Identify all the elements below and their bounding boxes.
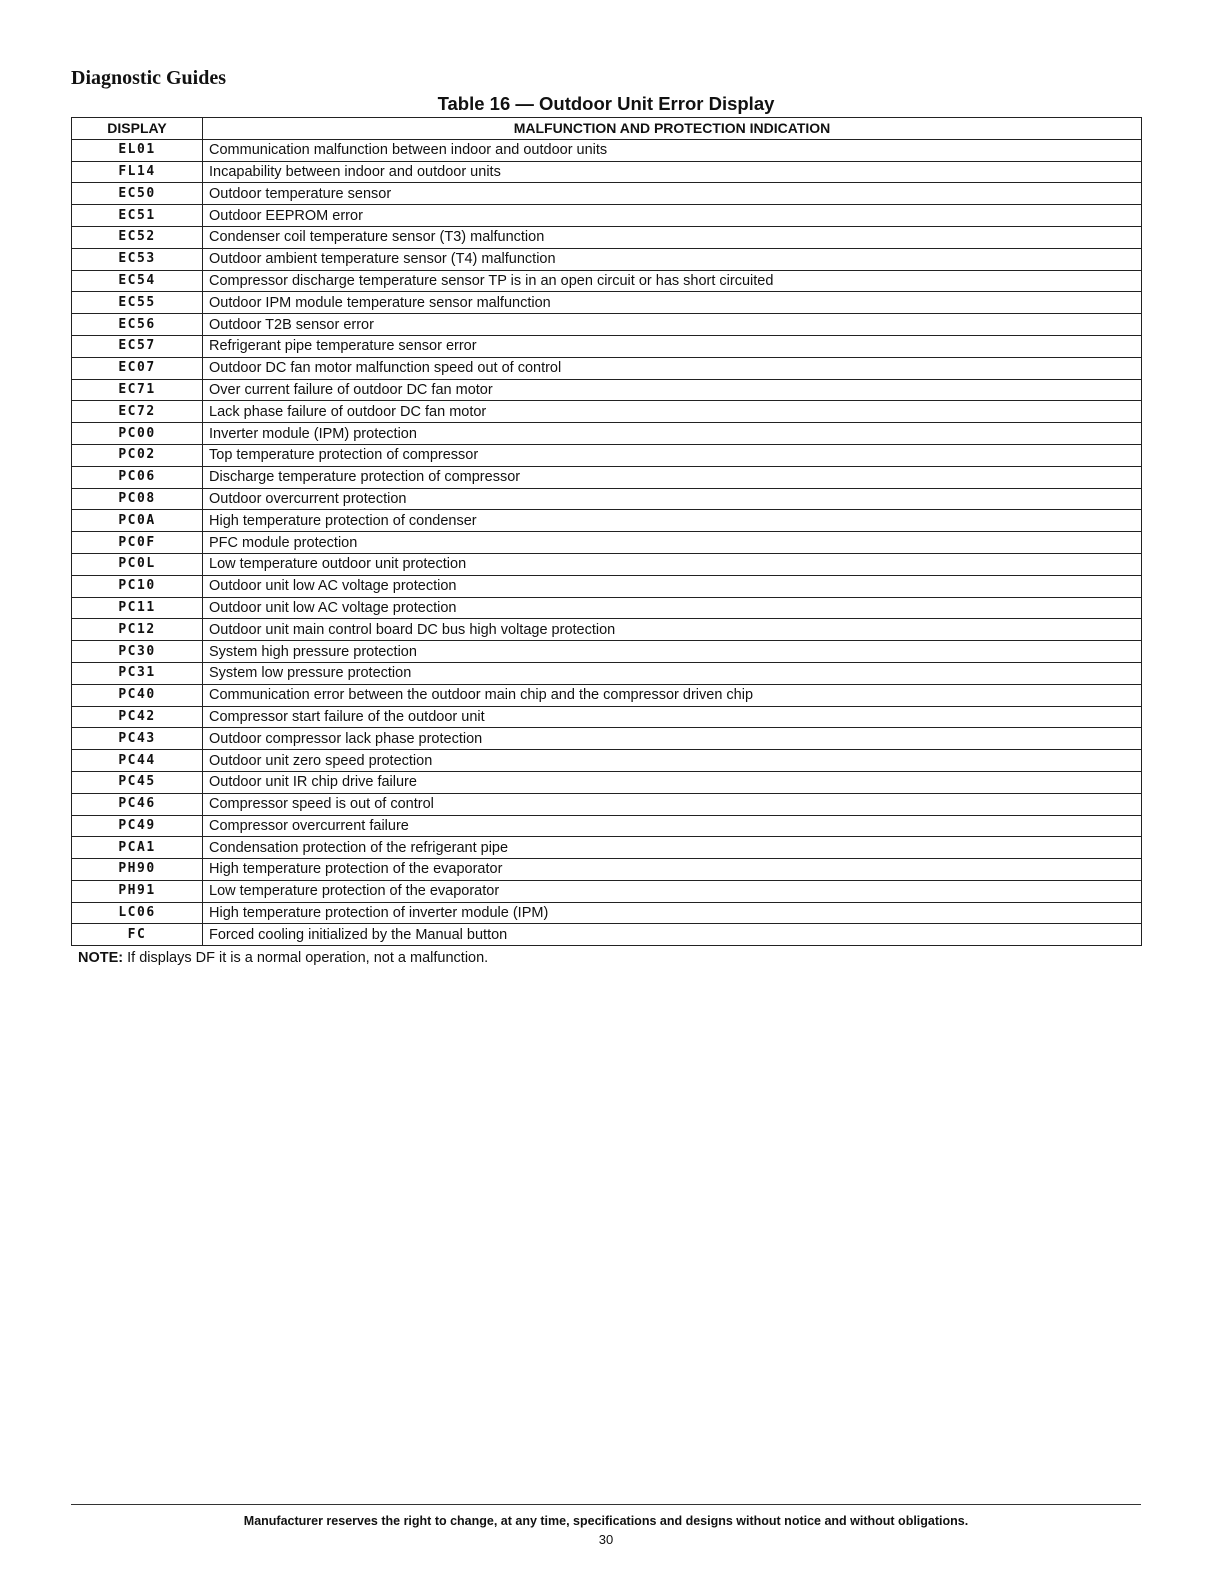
error-code: PC0L: [72, 553, 203, 575]
table-row: [72, 335, 1142, 357]
error-code: PC30: [72, 641, 203, 663]
error-description: Outdoor unit low AC voltage protection: [203, 575, 1142, 597]
error-description: Condensation protection of the refrigerant pipe: [203, 837, 1142, 859]
table-row: [72, 880, 1142, 902]
footer-disclaimer: Manufacturer reserves the right to change, at any time, specifications and designs without notice and without obligations.: [243, 1514, 969, 1528]
table-note: [78, 948, 488, 968]
error-description: Outdoor overcurrent protection: [203, 488, 1142, 510]
table-row: [72, 270, 1142, 292]
error-description: Outdoor unit IR chip drive failure: [203, 771, 1142, 793]
error-description: Outdoor unit main control board DC bus high voltage protection: [203, 619, 1142, 641]
error-description: High temperature protection of condenser: [203, 510, 1142, 532]
error-display-table: [71, 117, 1142, 946]
error-description: Compressor discharge temperature sensor TP is in an open circuit or has short circuited: [203, 270, 1142, 292]
error-description: High temperature protection of inverter module (IPM): [203, 902, 1142, 924]
error-description: System high pressure protection: [203, 641, 1142, 663]
error-code: PC43: [72, 728, 203, 750]
error-code: PC08: [72, 488, 203, 510]
table-row: [72, 379, 1142, 401]
table-row: [72, 466, 1142, 488]
table-row: [72, 248, 1142, 270]
error-description: Outdoor compressor lack phase protection: [203, 728, 1142, 750]
error-description: Outdoor temperature sensor: [203, 183, 1142, 205]
error-code: PC0F: [72, 532, 203, 554]
error-description: Outdoor unit zero speed protection: [203, 750, 1142, 772]
page-number: 30: [598, 1532, 614, 1547]
table-title: Table 16 — Outdoor Unit Error Display: [437, 93, 775, 114]
error-code: EC71: [72, 379, 203, 401]
error-code: EC55: [72, 292, 203, 314]
error-code: EL01: [72, 139, 203, 161]
table-row: [72, 139, 1142, 161]
error-code: EC07: [72, 357, 203, 379]
table-row: [72, 423, 1142, 445]
table-row: [72, 684, 1142, 706]
error-code: EC52: [72, 226, 203, 248]
table-row: [72, 292, 1142, 314]
table-row: [72, 771, 1142, 793]
error-code: PC46: [72, 793, 203, 815]
error-description: Discharge temperature protection of compressor: [203, 466, 1142, 488]
header-indication: MALFUNCTION AND PROTECTION INDICATION: [203, 118, 1142, 140]
error-description: High temperature protection of the evaporator: [203, 859, 1142, 881]
error-code: PCA1: [72, 837, 203, 859]
note-text: If displays DF it is a normal operation, not a malfunction.: [123, 950, 489, 966]
table-row: [72, 902, 1142, 924]
table-row: [72, 837, 1142, 859]
error-code: PC02: [72, 444, 203, 466]
table-row: [72, 226, 1142, 248]
table-row: [72, 793, 1142, 815]
error-code: EC54: [72, 270, 203, 292]
error-code: PC12: [72, 619, 203, 641]
error-description: Top temperature protection of compressor: [203, 444, 1142, 466]
table-row: [72, 314, 1142, 336]
error-code: EC51: [72, 205, 203, 227]
error-description: Outdoor EEPROM error: [203, 205, 1142, 227]
error-code: PC45: [72, 771, 203, 793]
error-description: Outdoor T2B sensor error: [203, 314, 1142, 336]
table-row: [72, 183, 1142, 205]
table-row: [72, 619, 1142, 641]
table-row: [72, 575, 1142, 597]
error-description: Refrigerant pipe temperature sensor error: [203, 335, 1142, 357]
error-description: Lack phase failure of outdoor DC fan motor: [203, 401, 1142, 423]
error-code: PH91: [72, 880, 203, 902]
error-description: Incapability between indoor and outdoor units: [203, 161, 1142, 183]
table-body: [72, 139, 1142, 945]
table-row: [72, 728, 1142, 750]
table-row: [72, 924, 1142, 946]
section-heading: Diagnostic Guides: [71, 67, 227, 89]
error-description: Forced cooling initialized by the Manual button: [203, 924, 1142, 946]
error-code: EC57: [72, 335, 203, 357]
error-code: PC44: [72, 750, 203, 772]
error-code: EC53: [72, 248, 203, 270]
error-description: PFC module protection: [203, 532, 1142, 554]
note-label: NOTE:: [78, 950, 124, 966]
error-description: Compressor speed is out of control: [203, 793, 1142, 815]
error-code: PC11: [72, 597, 203, 619]
table-row: [72, 444, 1142, 466]
table-row: [72, 553, 1142, 575]
error-description: Communication error between the outdoor main chip and the compressor driven chip: [203, 684, 1142, 706]
error-code: EC50: [72, 183, 203, 205]
footer-divider: [71, 1504, 1141, 1505]
error-code: PC40: [72, 684, 203, 706]
error-code: PC06: [72, 466, 203, 488]
table-row: [72, 662, 1142, 684]
table-row: [72, 706, 1142, 728]
table-row: [72, 401, 1142, 423]
error-description: Inverter module (IPM) protection: [203, 423, 1142, 445]
error-description: Over current failure of outdoor DC fan motor: [203, 379, 1142, 401]
error-description: Outdoor DC fan motor malfunction speed out of control: [203, 357, 1142, 379]
error-code: LC06: [72, 902, 203, 924]
table-row: [72, 532, 1142, 554]
error-description: Low temperature protection of the evaporator: [203, 880, 1142, 902]
error-description: System low pressure protection: [203, 662, 1142, 684]
table-row: [72, 357, 1142, 379]
table-row: [72, 750, 1142, 772]
error-code: FC: [72, 924, 203, 946]
error-description: Outdoor unit low AC voltage protection: [203, 597, 1142, 619]
error-description: Outdoor IPM module temperature sensor malfunction: [203, 292, 1142, 314]
table-row: [72, 859, 1142, 881]
error-description: Condenser coil temperature sensor (T3) malfunction: [203, 226, 1142, 248]
error-code: PC49: [72, 815, 203, 837]
table-row: [72, 161, 1142, 183]
table-header-row: [72, 118, 1142, 140]
header-display: DISPLAY: [72, 118, 203, 140]
error-code: EC72: [72, 401, 203, 423]
table-row: [72, 597, 1142, 619]
error-code: EC56: [72, 314, 203, 336]
error-description: Low temperature outdoor unit protection: [203, 553, 1142, 575]
error-code: PC31: [72, 662, 203, 684]
table-row: [72, 510, 1142, 532]
error-description: Outdoor ambient temperature sensor (T4) malfunction: [203, 248, 1142, 270]
error-description: Compressor start failure of the outdoor unit: [203, 706, 1142, 728]
error-code: PH90: [72, 859, 203, 881]
table-row: [72, 205, 1142, 227]
error-code: PC10: [72, 575, 203, 597]
table-row: [72, 815, 1142, 837]
error-description: Compressor overcurrent failure: [203, 815, 1142, 837]
error-code: PC0A: [72, 510, 203, 532]
table-row: [72, 641, 1142, 663]
error-code: FL14: [72, 161, 203, 183]
table-row: [72, 488, 1142, 510]
error-description: Communication malfunction between indoor and outdoor units: [203, 139, 1142, 161]
error-code: PC00: [72, 423, 203, 445]
error-code: PC42: [72, 706, 203, 728]
